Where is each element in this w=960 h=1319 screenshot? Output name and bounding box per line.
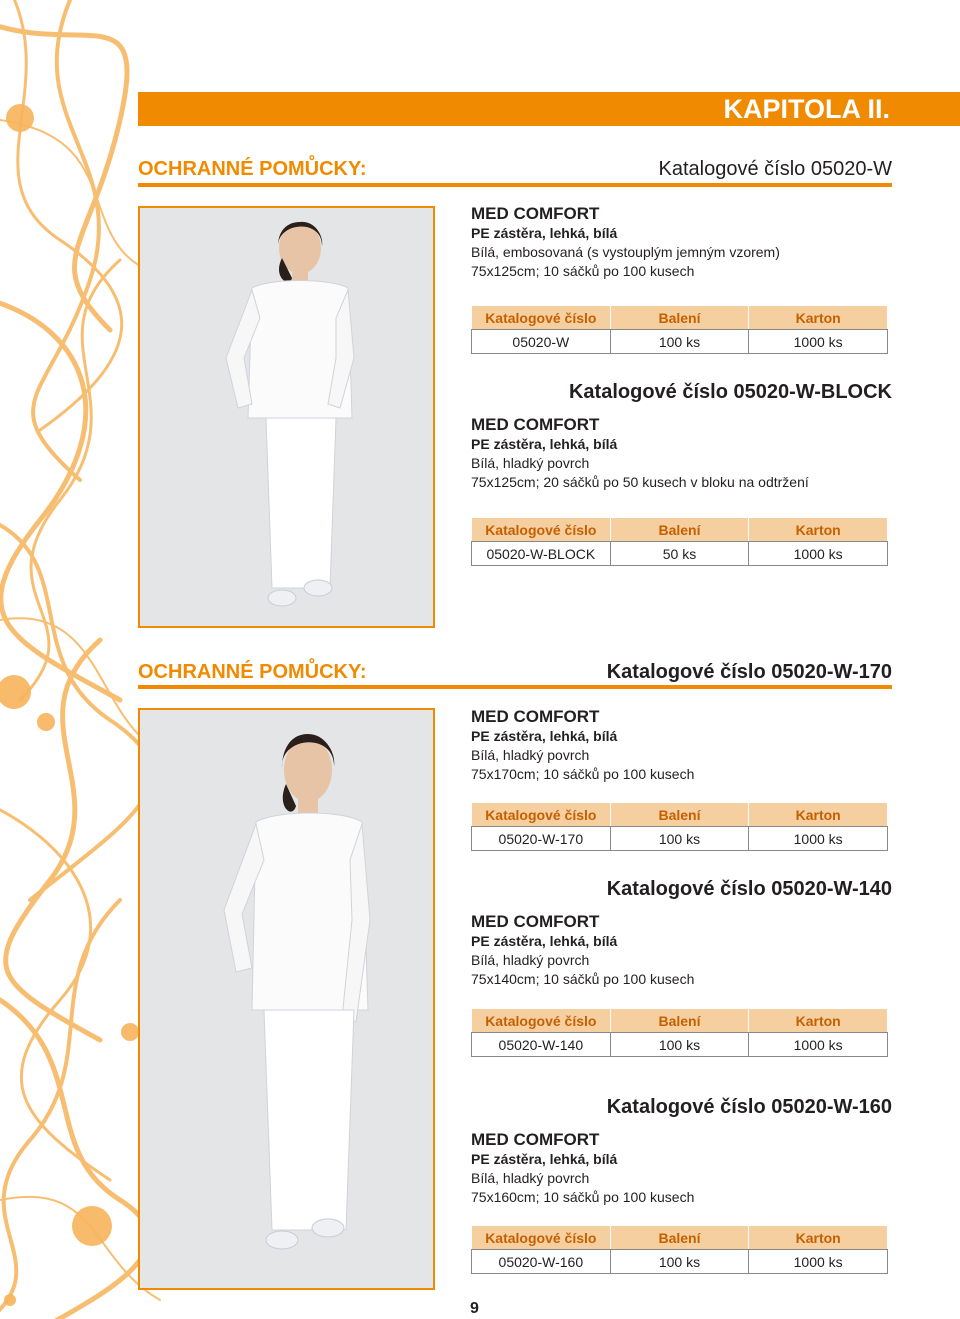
product-description: Bílá, hladký povrch bbox=[471, 952, 590, 968]
product-subtitle: PE zástěra, lehká, bílá bbox=[471, 1151, 618, 1167]
table-header-row bbox=[472, 518, 888, 542]
apron-figure bbox=[140, 710, 433, 1288]
col-package: Balení bbox=[610, 1226, 749, 1250]
product-description: Bílá, hladký povrch bbox=[471, 1170, 590, 1186]
product-size: 75x125cm; 10 sáčků po 100 kusech bbox=[471, 263, 695, 279]
product-size: 75x170cm; 10 sáčků po 100 kusech bbox=[471, 766, 695, 782]
col-package: Balení bbox=[610, 306, 749, 330]
section-title: OCHRANNÉ POMŮCKY: bbox=[138, 158, 367, 180]
table-header-row bbox=[472, 1226, 888, 1250]
apron-figure bbox=[140, 208, 433, 626]
catalog-heading: Katalogové číslo 05020-W-170 bbox=[606, 661, 892, 683]
col-carton: Karton bbox=[749, 306, 888, 330]
product-description: Bílá, hladký povrch bbox=[471, 455, 590, 471]
cell-catalog: 05020-W-140 bbox=[472, 1033, 611, 1057]
table-header-row bbox=[472, 803, 888, 827]
product-size: 75x140cm; 10 sáčků po 100 kusech bbox=[471, 971, 695, 987]
product-name: MED COMFORT bbox=[471, 204, 600, 223]
product-table bbox=[471, 1225, 888, 1274]
product-subtitle: PE zástěra, lehká, bílá bbox=[471, 225, 618, 241]
product-name: MED COMFORT bbox=[471, 415, 600, 434]
page-number: 9 bbox=[470, 1300, 479, 1317]
table-header-row bbox=[472, 1009, 888, 1033]
product-size: 75x160cm; 10 sáčků po 100 kusech bbox=[471, 1189, 695, 1205]
product-subtitle: PE zástěra, lehká, bílá bbox=[471, 436, 618, 452]
chapter-title: KAPITOLA II. bbox=[723, 94, 890, 124]
product-subtitle: PE zástěra, lehká, bílá bbox=[471, 933, 618, 949]
cell-catalog: 05020-W bbox=[472, 330, 611, 354]
cell-package: 100 ks bbox=[610, 330, 749, 354]
table-header-row bbox=[472, 306, 888, 330]
col-package: Balení bbox=[610, 803, 749, 827]
product-table bbox=[471, 1008, 888, 1057]
col-package: Balení bbox=[610, 1009, 749, 1033]
col-catalog: Katalogové číslo bbox=[472, 803, 611, 827]
product-photo bbox=[138, 708, 435, 1290]
section-divider bbox=[138, 685, 892, 689]
cell-carton: 1000 ks bbox=[749, 827, 888, 851]
chapter-banner bbox=[138, 92, 960, 126]
col-carton: Karton bbox=[749, 803, 888, 827]
product-table bbox=[471, 305, 888, 354]
cell-package: 100 ks bbox=[610, 827, 749, 851]
table-row bbox=[472, 330, 888, 354]
cell-package: 100 ks bbox=[610, 1250, 749, 1274]
col-carton: Karton bbox=[749, 518, 888, 542]
table-row bbox=[472, 1033, 888, 1057]
cell-carton: 1000 ks bbox=[749, 1250, 888, 1274]
cell-carton: 1000 ks bbox=[749, 542, 888, 566]
cell-package: 50 ks bbox=[610, 542, 749, 566]
product-size: 75x125cm; 20 sáčků po 50 kusech v bloku na odtržení bbox=[471, 474, 809, 490]
col-catalog: Katalogové číslo bbox=[472, 1009, 611, 1033]
product-name: MED COMFORT bbox=[471, 707, 600, 726]
col-package: Balení bbox=[610, 518, 749, 542]
cell-package: 100 ks bbox=[610, 1033, 749, 1057]
product-table bbox=[471, 517, 888, 566]
section-divider bbox=[138, 183, 892, 187]
product-info bbox=[471, 912, 891, 989]
cell-carton: 1000 ks bbox=[749, 330, 888, 354]
col-carton: Karton bbox=[749, 1226, 888, 1250]
product-photo bbox=[138, 206, 435, 628]
cell-catalog: 05020-W-170 bbox=[472, 827, 611, 851]
cell-carton: 1000 ks bbox=[749, 1033, 888, 1057]
product-table bbox=[471, 802, 888, 851]
table-row bbox=[472, 542, 888, 566]
product-info bbox=[471, 204, 891, 281]
product-info bbox=[471, 1130, 891, 1207]
catalog-heading: Katalogové číslo 05020-W-BLOCK bbox=[568, 381, 892, 403]
table-row bbox=[472, 827, 888, 851]
section-title: OCHRANNÉ POMŮCKY: bbox=[138, 661, 367, 683]
product-description: Bílá, embosovaná (s vystouplým jemným vzorem) bbox=[471, 244, 780, 260]
table-row bbox=[472, 1250, 888, 1274]
catalog-heading: Katalogové číslo 05020-W-140 bbox=[606, 878, 892, 900]
product-info bbox=[471, 415, 891, 492]
product-name: MED COMFORT bbox=[471, 1130, 600, 1149]
col-carton: Karton bbox=[749, 1009, 888, 1033]
product-subtitle: PE zástěra, lehká, bílá bbox=[471, 728, 618, 744]
col-catalog: Katalogové číslo bbox=[472, 1226, 611, 1250]
cell-catalog: 05020-W-BLOCK bbox=[472, 542, 611, 566]
product-info bbox=[471, 707, 891, 784]
cell-catalog: 05020-W-160 bbox=[472, 1250, 611, 1274]
catalog-heading: Katalogové číslo 05020-W-160 bbox=[606, 1096, 892, 1118]
col-catalog: Katalogové číslo bbox=[472, 306, 611, 330]
product-description: Bílá, hladký povrch bbox=[471, 747, 590, 763]
col-catalog: Katalogové číslo bbox=[472, 518, 611, 542]
product-name: MED COMFORT bbox=[471, 912, 600, 931]
catalog-heading: Katalogové číslo 05020-W bbox=[658, 158, 892, 180]
